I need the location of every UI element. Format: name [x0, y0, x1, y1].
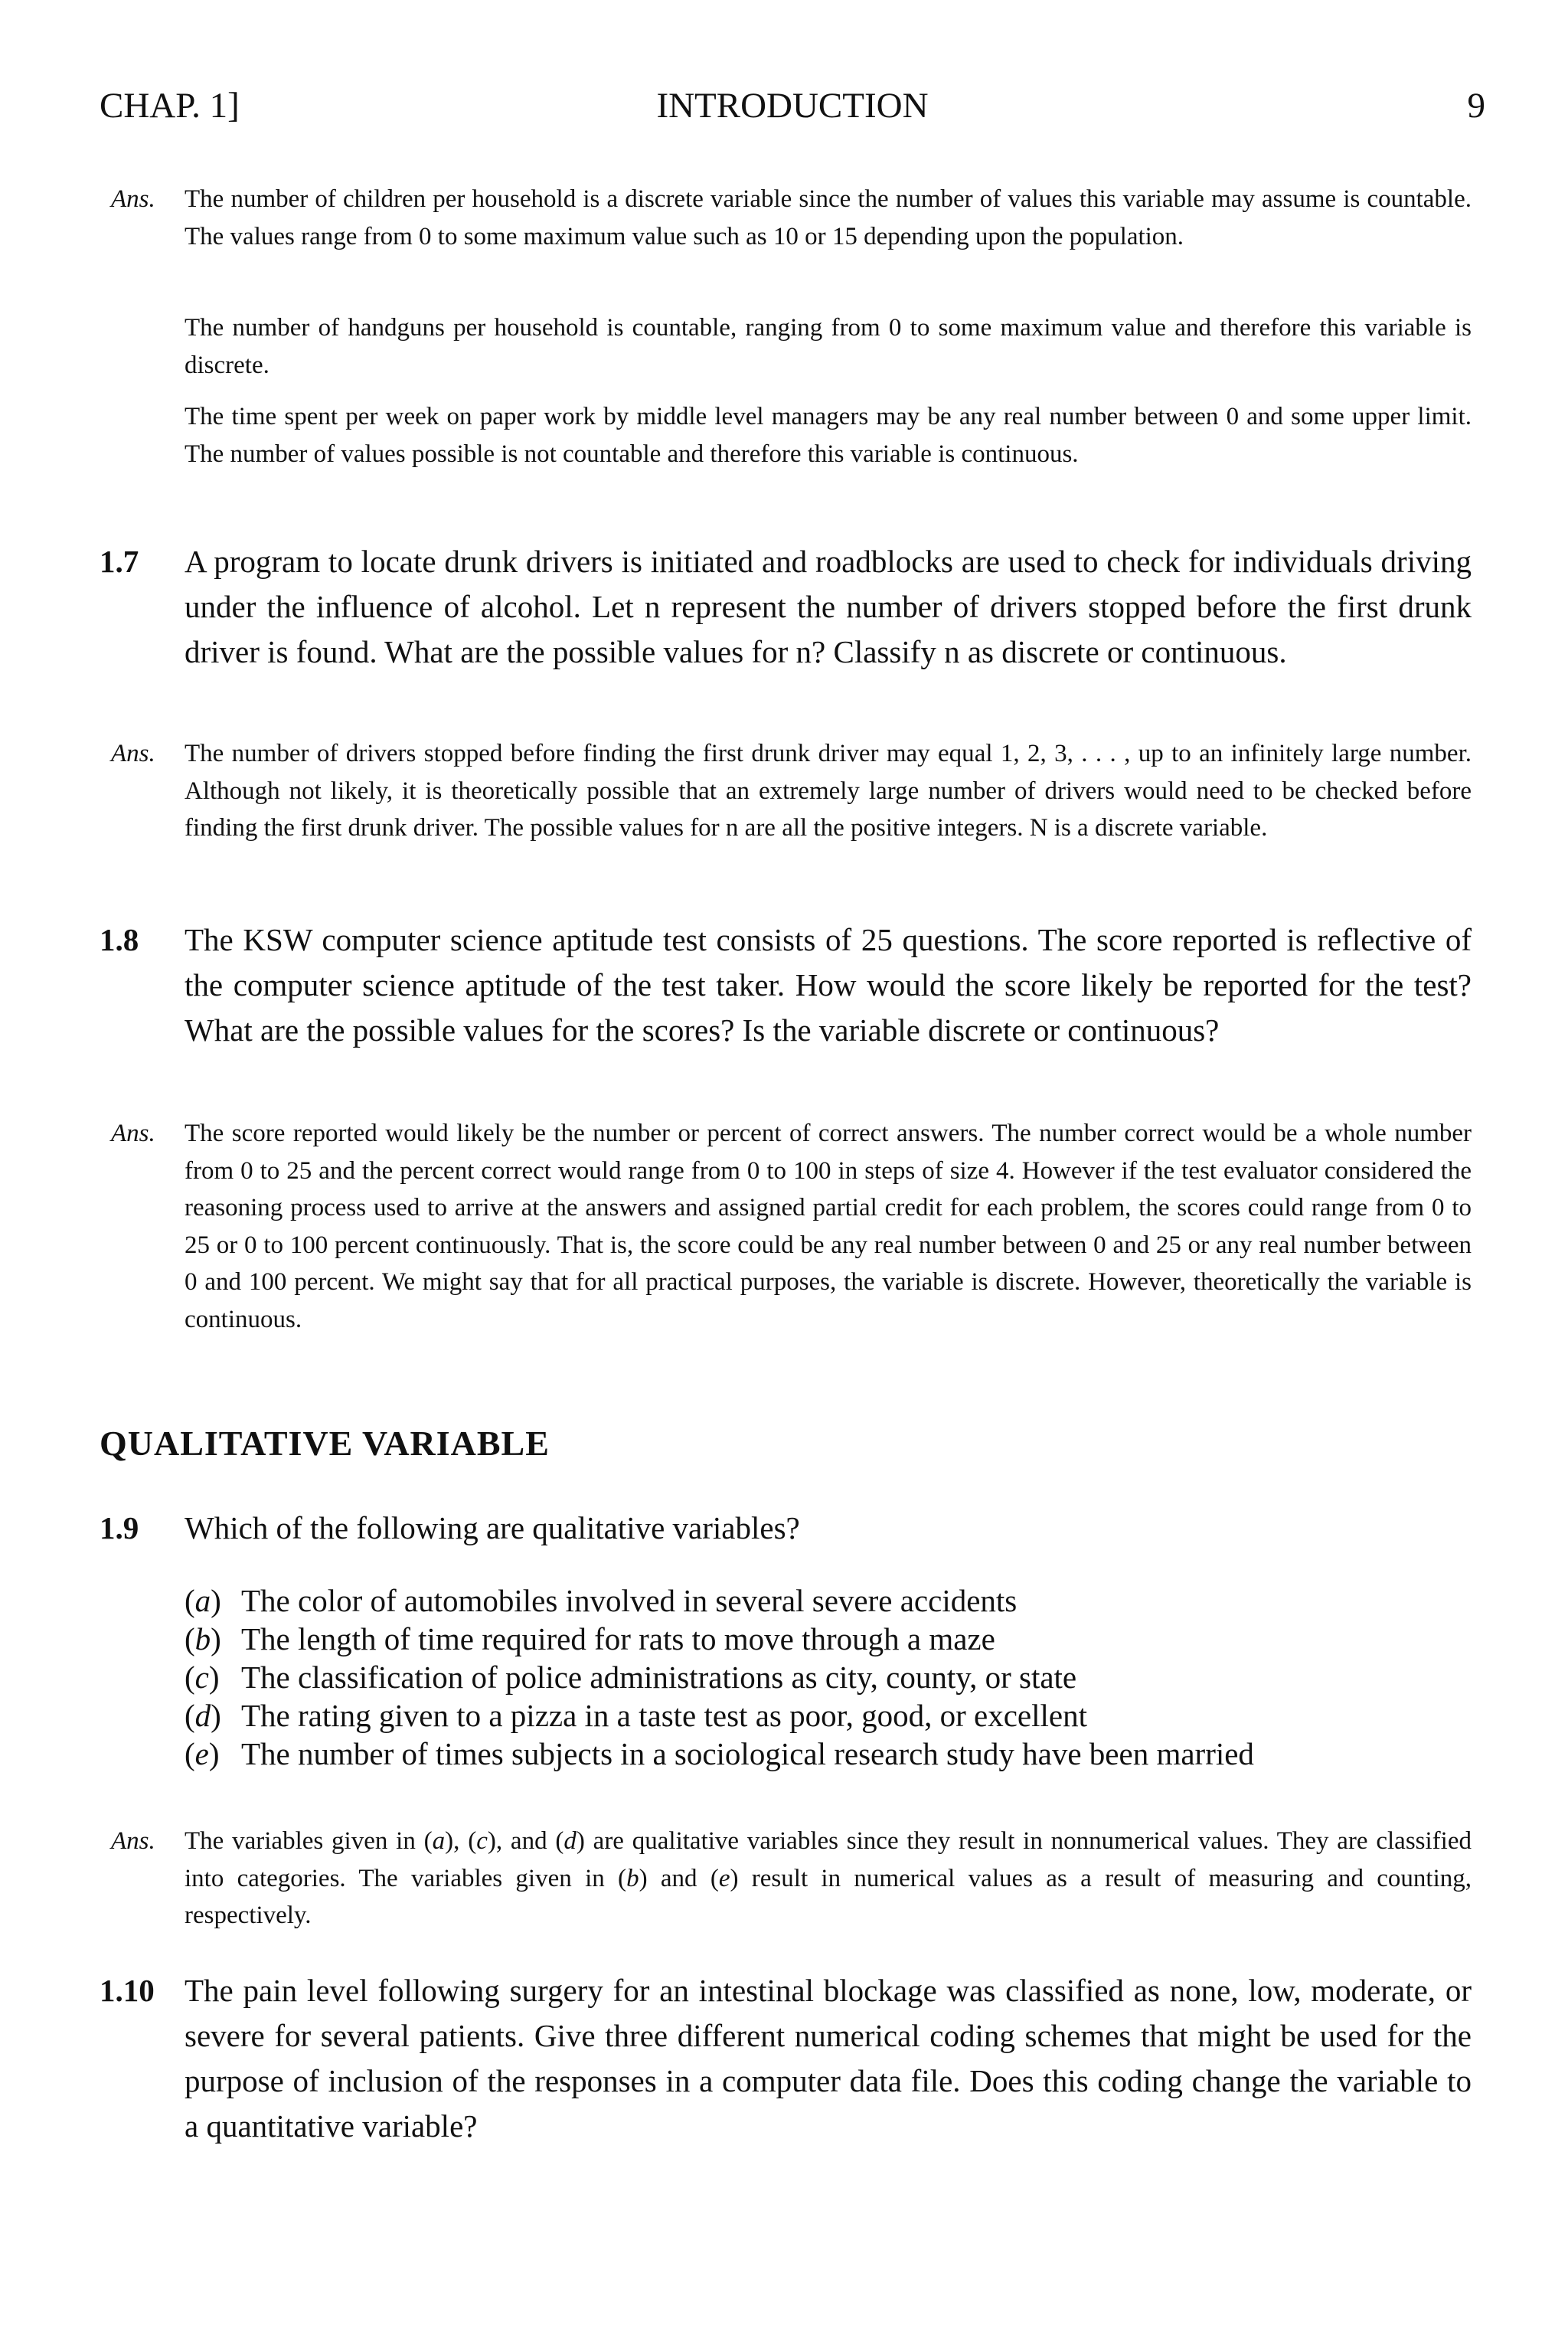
problem-text: The pain level following surgery for an intestinal blockage was classified as none, low, moderate, or severe for several patients. Give three different numerical coding schemes that might be used for the purpose of inclusion of the responses in a computer data file. Does this coding change the variable to a quantitative variable?: [185, 1973, 1472, 2144]
option-text: The length of time required for rats to move through a maze: [241, 1621, 995, 1656]
problem-text: A program to locate drunk drivers is initiated and roadblocks are used to check for individuals driving under the influence of alcohol. Let n represent the number of drivers stopped before the first drunk driver is found. What are the possible values for n? Classify n as discrete or continuous.: [185, 544, 1472, 669]
option-text: The color of automobiles involved in several severe accidents: [241, 1583, 1018, 1618]
problem-1-8: [100, 917, 1472, 1053]
answer-text: The number of drivers stopped before finding the first drunk driver may equal 1, 2, 3, . . . , up to an infinitely large number. Although not likely, it is theoretically possible that an extremely large number of drivers would need to be checked before finding the first drunk driver. The possible values for n are all the positive integers. N is a discrete variable.: [185, 740, 1472, 842]
answer-1-7: [111, 735, 1472, 847]
problem-text: The KSW computer science aptitude test consists of 25 questions. The score reported is reflective of the computer science aptitude of the test taker. How would the score likely be reported for the test? What are the possible values for the scores? Is the variable discrete or continuous?: [185, 922, 1472, 1048]
option-label: (c): [185, 1660, 220, 1695]
chapter-title: INTRODUCTION: [656, 86, 929, 126]
problem-1-7: [100, 539, 1472, 675]
answer-1-6-p1: [111, 181, 1472, 255]
list-item: [185, 1658, 1472, 1696]
answer-1-6-p3: The time spent per week on paper work by middle level managers may be any real number between 0 and some upper limit. The number of values possible is not countable and therefore this variable is continuous.: [185, 403, 1472, 468]
problem-text: Which of the following are qualitative variables?: [185, 1510, 800, 1545]
option-label: (a): [185, 1583, 221, 1618]
answer-1-8: [111, 1115, 1472, 1338]
option-list: [185, 1581, 1472, 1773]
answer-text: The variables given in (a), (c), and (d) are qualitative variables since they result in nonnumerical values. They are classified into categories. The variables given in (b) and (e) result in numerical values as a result of measuring and counting, respectively.: [185, 1827, 1472, 1929]
ans-label: Ans.: [111, 185, 155, 213]
ans-label: Ans.: [111, 1120, 155, 1147]
answer-text: The number of children per household is a discrete variable since the number of values this variable may assume is countable. The values range from 0 to some maximum value such as 10 or 15 depending upon the population.: [185, 185, 1472, 250]
problem-number: 1.10: [100, 1973, 155, 2008]
answer-1-6-p2: The number of handguns per household is countable, ranging from 0 to some maximum value and therefore this variable is discrete.: [185, 314, 1472, 379]
list-item: [185, 1735, 1472, 1773]
answer-1-9: [111, 1823, 1472, 1934]
problem-number: 1.8: [100, 922, 139, 957]
problem-1-9: [100, 1506, 1472, 1551]
answer-text: The score reported would likely be the number or percent of correct answers. The number correct would be a whole number from 0 to 25 and the percent correct would range from 0 to 100 in steps of size 4. However if the test evaluator considered the reasoning process used to arrive at the answers and assigned partial credit for each problem, the scores could range from 0 to 25 or 0 to 100 percent continuously. That is, the score could be any real number between 0 and 25 or any real number between 0 and 100 percent. We might say that for all practical purposes, the variable is discrete. However, theoretically the variable is continuous.: [185, 1120, 1472, 1333]
ans-label: Ans.: [111, 740, 155, 767]
chapter-label: CHAP. 1]: [100, 86, 240, 126]
option-text: The number of times subjects in a sociological research study have been married: [241, 1736, 1254, 1771]
list-item: [185, 1581, 1472, 1620]
page-header: [100, 83, 1485, 129]
section-heading: QUALITATIVE VARIABLE: [100, 1424, 550, 1463]
problem-number: 1.9: [100, 1510, 139, 1545]
problem-number: 1.7: [100, 544, 139, 579]
option-label: (d): [185, 1698, 221, 1733]
page-number: 9: [1467, 86, 1485, 126]
option-text: The classification of police administrations as city, county, or state: [241, 1660, 1077, 1695]
list-item: [185, 1620, 1472, 1658]
list-item: [185, 1696, 1472, 1735]
option-label: (e): [185, 1736, 220, 1771]
option-label: (b): [185, 1621, 221, 1656]
option-text: The rating given to a pizza in a taste test as poor, good, or excellent: [241, 1698, 1087, 1733]
problem-1-10: [100, 1968, 1472, 2149]
ans-label: Ans.: [111, 1827, 155, 1855]
